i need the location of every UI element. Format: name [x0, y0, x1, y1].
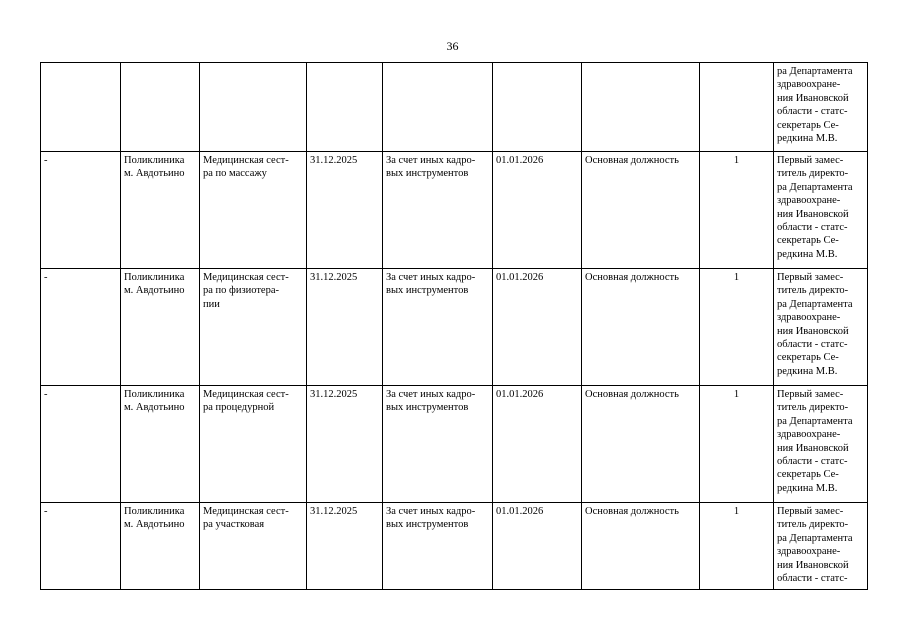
cell-position-type: Основная должность: [582, 152, 700, 269]
cell-date: 31.12.2025: [307, 269, 383, 386]
cell-responsible: Первый замес- титель директо- ра Департамента здравоохране- ния Ивановской области - статс- секретарь Се- редкина М.В.: [774, 386, 868, 503]
cell-position-type: [582, 63, 700, 152]
cell-date: [307, 63, 383, 152]
table-row: [41, 63, 868, 152]
cell-date: 31.12.2025: [307, 386, 383, 503]
cell-organization: Поликлиника м. Авдотьино: [121, 386, 200, 503]
cell-responsible: ра Департамента здравоохране- ния Ивановской области - статс- секретарь Се- редкина М.В.: [774, 63, 868, 152]
cell-organization: Поликлиника м. Авдотьино: [121, 503, 200, 590]
cell-responsible: Первый замес- титель директо- ра Департамента здравоохране- ния Ивановской области - статс- секретарь Се- редкина М.В.: [774, 152, 868, 269]
cell-position: Медицинская сест- ра по физиотера- пии: [200, 269, 307, 386]
cell-start-date: 01.01.2026: [493, 503, 582, 590]
cell-source: За счет иных кадро- вых инструментов: [383, 269, 493, 386]
table-row: [41, 386, 868, 503]
cell-quantity: 1: [700, 152, 774, 269]
table-row: [41, 503, 868, 590]
table-row: [41, 269, 868, 386]
cell-position: [200, 63, 307, 152]
cell-start-date: 01.01.2026: [493, 386, 582, 503]
cell-source: За счет иных кадро- вых инструментов: [383, 152, 493, 269]
cell-responsible: Первый замес- титель директо- ра Департамента здравоохране- ния Ивановской области - статс-: [774, 503, 868, 590]
cell-position-type: Основная должность: [582, 269, 700, 386]
table-row: [41, 152, 868, 269]
cell-position-type: Основная должность: [582, 503, 700, 590]
cell-organization: Поликлиника м. Авдотьино: [121, 269, 200, 386]
cell-position-type: Основная должность: [582, 386, 700, 503]
cell-start-date: [493, 63, 582, 152]
cell-source: За счет иных кадро- вых инструментов: [383, 386, 493, 503]
cell-date: 31.12.2025: [307, 152, 383, 269]
cell-organization: Поликлиника м. Авдотьино: [121, 152, 200, 269]
staffing-table: [40, 62, 868, 590]
cell-start-date: 01.01.2026: [493, 269, 582, 386]
cell-number: -: [41, 269, 121, 386]
cell-date: 31.12.2025: [307, 503, 383, 590]
cell-quantity: 1: [700, 269, 774, 386]
cell-position: Медицинская сест- ра по массажу: [200, 152, 307, 269]
cell-number: -: [41, 152, 121, 269]
cell-position: Медицинская сест- ра процедурной: [200, 386, 307, 503]
cell-number: -: [41, 386, 121, 503]
cell-number: [41, 63, 121, 152]
cell-number: -: [41, 503, 121, 590]
cell-source: [383, 63, 493, 152]
cell-quantity: 1: [700, 503, 774, 590]
cell-quantity: 1: [700, 386, 774, 503]
cell-organization: [121, 63, 200, 152]
cell-quantity: [700, 63, 774, 152]
page-number: 36: [446, 39, 459, 53]
cell-position: Медицинская сест- ра участковая: [200, 503, 307, 590]
cell-responsible: Первый замес- титель директо- ра Департамента здравоохране- ния Ивановской области - статс- секретарь Се- редкина М.В.: [774, 269, 868, 386]
cell-start-date: 01.01.2026: [493, 152, 582, 269]
cell-source: За счет иных кадро- вых инструментов: [383, 503, 493, 590]
